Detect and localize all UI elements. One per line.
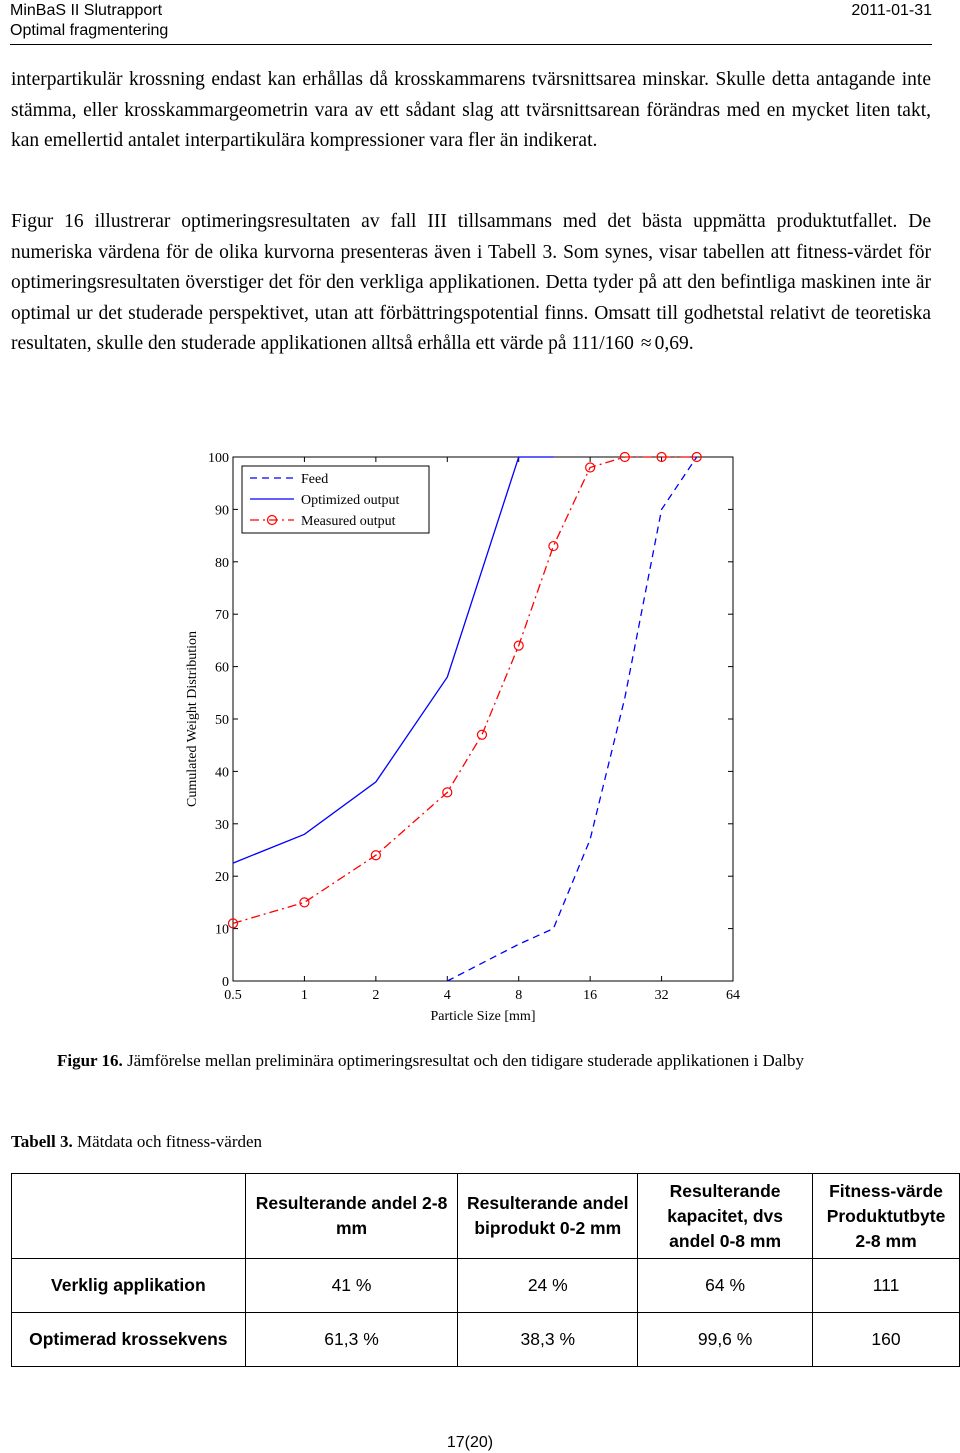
table-row-label: Optimerad krossekvens — [12, 1313, 246, 1367]
y-tick-label: 70 — [215, 608, 229, 624]
figure-label: Figur 16. — [57, 1051, 123, 1070]
y-axis-label: Cumulated Weight Distribution — [185, 631, 200, 807]
page-header — [10, 0, 932, 45]
table-header-cell: Resulterande andel biprodukt 0-2 mm — [458, 1174, 638, 1259]
table-cell: 24 % — [458, 1259, 638, 1313]
table-header-cell: Resulterande kapacitet, dvs andel 0-8 mm — [638, 1174, 813, 1259]
ratio-value: 0,69. — [654, 333, 694, 354]
table-label: Tabell 3. — [11, 1132, 73, 1151]
data-point — [549, 542, 558, 551]
table-cell: 99,6 % — [638, 1313, 813, 1367]
y-tick-label: 40 — [215, 765, 229, 781]
table-row — [12, 1259, 960, 1313]
page-number: 17(20) — [446, 1434, 494, 1451]
y-tick-label: 30 — [215, 817, 229, 833]
data-point — [477, 730, 486, 739]
particle-size-chart — [175, 440, 750, 1030]
table-cell: 160 — [813, 1313, 960, 1367]
plot-frame — [233, 457, 733, 981]
table-row — [12, 1313, 960, 1367]
approx-symbol: ≈ — [640, 333, 652, 354]
legend-label: Feed — [301, 472, 329, 487]
y-tick-label: 50 — [215, 713, 229, 728]
series-line-0 — [447, 457, 696, 981]
x-tick-label: 4 — [443, 988, 451, 1003]
paragraph-intro: interpartikulär krossning endast kan erhållas då krosskammarens tvärsnittsarea minskar. Skulle detta antagande inte stämma, eller krosskammargeometrin vara av ett sådant slag att tvärsnittsarean förändras med en mycket liten takt, kan emellertid antalet interpartikulära kompressioner vara fler än indikerat. — [11, 69, 931, 151]
report-title: MinBaS II Slutrapport — [10, 2, 163, 19]
chart-svg — [175, 440, 750, 1030]
y-tick-label: 90 — [215, 503, 229, 519]
table-caption-text: Mätdata och fitness-värden — [72, 1132, 263, 1151]
table-cell: 61,3 % — [245, 1313, 458, 1367]
report-subtitle: Optimal fragmentering — [10, 22, 169, 39]
x-tick-label: 1 — [300, 988, 308, 1003]
x-tick-label: 32 — [654, 988, 669, 1003]
results-table — [11, 1173, 960, 1367]
figure-caption-text: Jämförelse mellan preliminära optimeringsresultat och den tidigare studerade applikationen i Dalby — [122, 1051, 805, 1070]
table-header-cell: Fitness-värde Produktutbyte 2-8 mm — [813, 1174, 960, 1259]
y-tick-label: 100 — [208, 451, 229, 466]
paragraph-text: Figur 16 illustrerar optimeringsresultaten av fall III tillsammans med det bästa uppmätta produktutfallet. De numeriska värdena för de olika kurvorna presenteras även i Tabell 3. Som synes, visar tabellen att fitness-värdet för optimeringsresultaten överstiger det för den verkliga applikationen. Detta tyder på att den befintliga maskinen inte är optimal ur det studerade perspektivet, utan att förbättringspotential finns. Omsatt till godhetstal relativt de teoretiska resultaten, skulle den studerade applikationen alltså erhålla ett värde på 111/160 — [11, 211, 931, 354]
table-header-cell — [12, 1174, 246, 1259]
y-tick-label: 10 — [215, 922, 229, 938]
y-tick-label: 60 — [215, 660, 229, 676]
table-cell: 111 — [813, 1259, 960, 1313]
legend-label: Optimized output — [301, 493, 400, 508]
x-tick-label: 64 — [726, 988, 740, 1003]
paragraph-figure-discussion — [11, 207, 931, 360]
table-cell: 38,3 % — [458, 1313, 638, 1367]
table-header-row — [12, 1174, 960, 1259]
x-axis-label: Particle Size [mm] — [430, 1009, 536, 1024]
table-header-cell: Resulterande andel 2-8 mm — [245, 1174, 458, 1259]
data-point — [300, 898, 309, 907]
table-cell: 64 % — [638, 1259, 813, 1313]
x-tick-label: 8 — [515, 988, 523, 1003]
y-tick-label: 20 — [215, 870, 229, 886]
figure-caption — [57, 1051, 804, 1071]
x-tick-label: 0.5 — [224, 988, 242, 1003]
y-tick-label: 80 — [215, 555, 229, 571]
table-caption — [11, 1132, 262, 1152]
table-row-label: Verklig applikation — [12, 1259, 246, 1313]
x-tick-label: 2 — [372, 988, 380, 1003]
y-tick-label: 0 — [222, 975, 229, 990]
report-date: 2011-01-31 — [851, 2, 932, 19]
x-tick-label: 16 — [583, 988, 598, 1003]
table-cell: 41 % — [245, 1259, 458, 1313]
legend-label: Measured output — [301, 514, 396, 529]
